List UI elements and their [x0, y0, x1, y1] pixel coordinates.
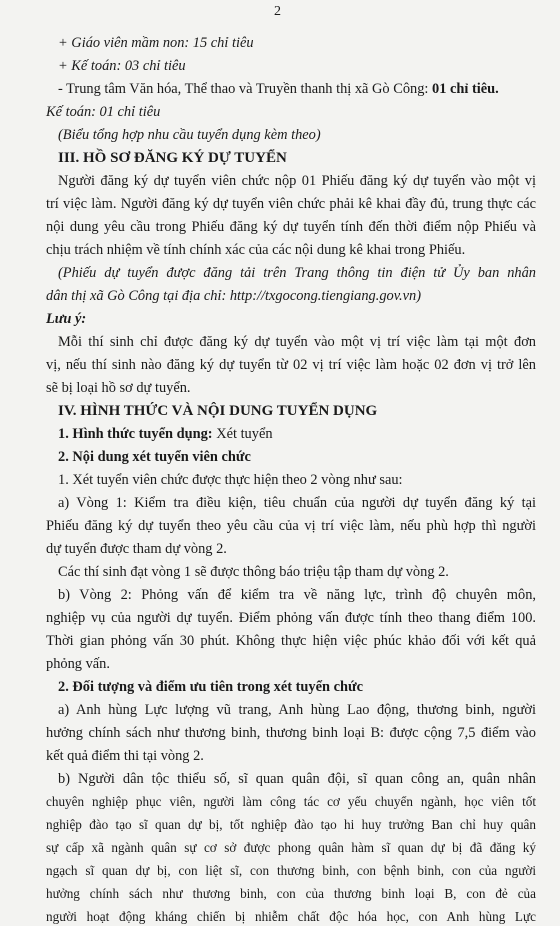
- paragraph-line: kết quả điểm thi tại vòng 2.: [46, 748, 204, 764]
- paragraph-line: Phiếu đăng ký dự tuyển theo yêu cầu của vị trí việc làm, nếu phù hợp thì người: [46, 518, 536, 534]
- paragraph-line: a) Vòng 1: Kiểm tra điều kiện, tiêu chuẩn của người dự tuyển đăng ký tại: [58, 495, 536, 511]
- paragraph-line: ngạch sĩ quan dự bị, con liệt sĩ, con thương binh, con bệnh binh, con của người: [46, 863, 536, 878]
- paragraph-line: Các thí sinh đạt vòng 1 sẽ được thông báo triệu tập tham dự vòng 2.: [58, 564, 449, 580]
- paragraph-line: hưởng chính sách như thương binh, thương binh loại B: được cộng 7,5 điểm vào: [46, 725, 536, 741]
- culture-center-quota: 01 chỉ tiêu.: [432, 81, 499, 97]
- paragraph-line: chuyên nghiệp phục viên, người làm công tác cơ yếu chuyển ngành, học viên tốt: [46, 794, 536, 809]
- paragraph-line: Thời gian phỏng vấn 30 phút. Không thực hiện việc phúc khảo đối với kết quả: [46, 633, 536, 649]
- paragraph-line: b) Người dân tộc thiểu số, sĩ quan quân đội, sĩ quan công an, quân nhân: [58, 771, 536, 787]
- subheading-form-value: Xét tuyển: [216, 426, 273, 442]
- heading-section-4: IV. HÌNH THỨC VÀ NỘI DUNG TUYỂN DỤNG: [58, 403, 378, 419]
- paragraph-line: dự tuyển được tham dự vòng 2.: [46, 541, 227, 557]
- note-label: Lưu ý:: [46, 311, 87, 327]
- line-teacher-quota: + Giáo viên mầm non: 15 chỉ tiêu: [58, 35, 254, 51]
- culture-center-label: - Trung tâm Văn hóa, Thể thao và Truyền thanh thị xã Gò Công:: [58, 81, 433, 97]
- subheading-form-label: 1. Hình thức tuyển dụng:: [58, 426, 217, 442]
- paragraph-line: sẽ bị loại hồ sơ dự tuyển.: [46, 380, 191, 396]
- paragraph-line: nghiệp đào tạo sĩ quan dự bị, tốt nghiệp đào tạo hi huy trưởng Ban chỉ huy quân: [46, 817, 536, 832]
- paragraph-line: chịu trách nhiệm về tính chính xác của các nội dung kê khai trong Phiếu.: [46, 242, 466, 258]
- paragraph-line: dân thị xã Gò Công tại địa chỉ: http://txgocong.tiengiang.gov.vn): [46, 288, 422, 304]
- line-accountant-quota: + Kế toán: 03 chỉ tiêu: [58, 58, 186, 74]
- paragraph-line: vị, nếu thí sinh nào đăng ký dự tuyển từ 02 vị trí việc làm hoặc 02 đơn vị trở lên: [46, 357, 536, 373]
- paragraph-line: nghiệp vụ của người dự tuyển. Điểm phỏng vấn được tính theo thang điểm 100.: [46, 610, 536, 626]
- paragraph-line: nội dung yêu cầu trong Phiếu đăng ký dự tuyển tính đến thời điểm nộp Phiếu và: [46, 219, 536, 235]
- line-accountant-single: Kế toán: 01 chỉ tiêu: [46, 104, 161, 120]
- paragraph-line: hưởng chính sách như thương binh, con của thương binh loại B, con đẻ của: [46, 886, 536, 901]
- paragraph-line: a) Anh hùng Lực lượng vũ trang, Anh hùng Lao động, thương binh, người: [58, 702, 536, 718]
- paragraph-line: Người đăng ký dự tuyển viên chức nộp 01 Phiếu đăng ký dự tuyển vào một vị: [58, 173, 536, 189]
- line-summary-note: (Biểu tổng hợp nhu cầu tuyển dụng kèm theo): [58, 127, 321, 143]
- paragraph-line: người hoạt động kháng chiến bị nhiễm chất độc hóa học, con Anh hùng Lực: [46, 909, 536, 924]
- page-number: 2: [274, 4, 281, 19]
- paragraph-line: trí việc làm. Người đăng ký dự tuyển viên chức phải kê khai đầy đủ, trung thực các: [46, 196, 536, 212]
- paragraph-line: (Phiếu dự tuyển được đăng tải trên Trang thông tin điện tử Ủy ban nhân: [58, 265, 536, 281]
- heading-section-3: III. HỒ SƠ ĐĂNG KÝ DỰ TUYỂN: [58, 150, 287, 166]
- subheading-priority: 2. Đối tượng và điểm ưu tiên trong xét tuyển chức: [58, 679, 364, 695]
- document-page: [46, 0, 536, 924]
- subheading-content: 2. Nội dung xét tuyển viên chức: [58, 449, 251, 465]
- paragraph-line: Mỗi thí sinh chỉ được đăng ký dự tuyển vào một vị trí việc làm tại một đơn: [58, 334, 536, 350]
- paragraph-line: b) Vòng 2: Phỏng vấn để kiểm tra về năng lực, trình độ chuyên môn,: [58, 587, 536, 603]
- paragraph-line: 1. Xét tuyển viên chức được thực hiện theo 2 vòng như sau:: [58, 472, 403, 488]
- line-culture-center: [58, 80, 536, 98]
- subheading-form: [58, 425, 536, 443]
- paragraph-line: phỏng vấn.: [46, 656, 110, 672]
- paragraph-line: sự cấp xã ngành quân sự cơ sở được phong quân hàm sĩ quan dự bị đã đăng ký: [46, 840, 536, 855]
